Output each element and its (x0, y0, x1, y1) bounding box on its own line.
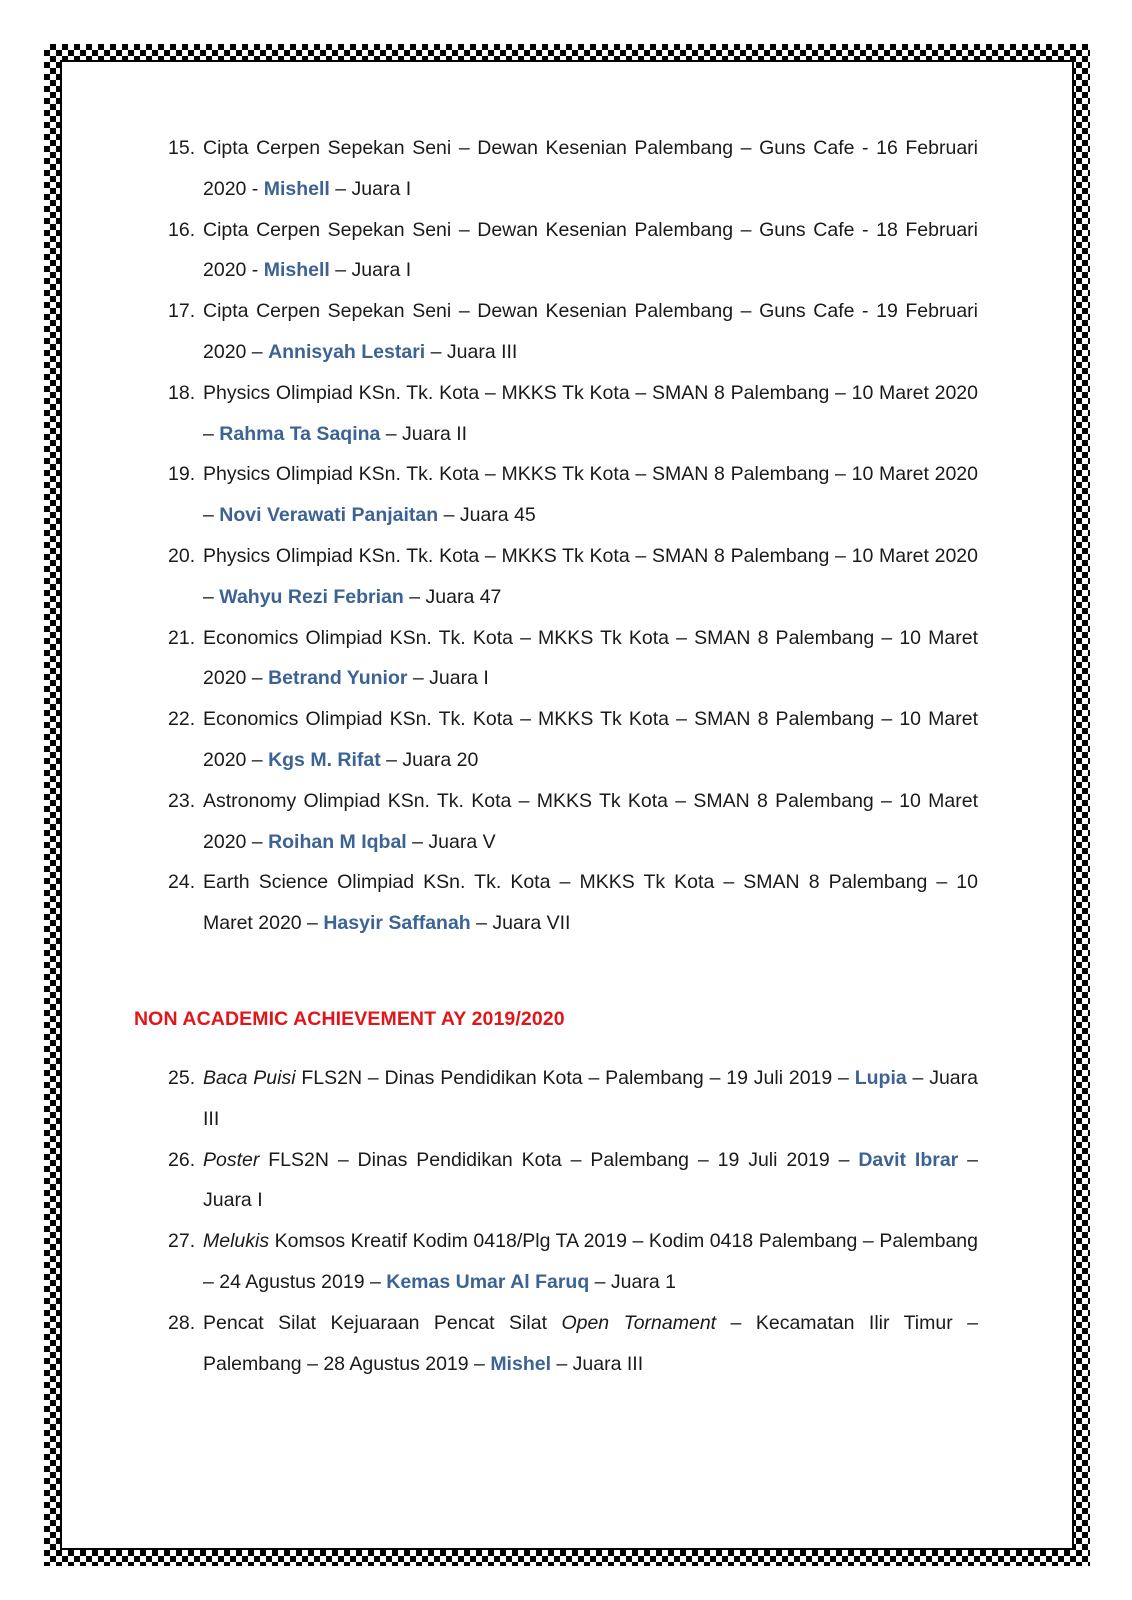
list-item (168, 618, 978, 700)
item-result: – Juara III (425, 340, 518, 363)
item-text: Cipta Cerpen Sepekan Seni – Dewan Kesenian Palembang – Guns Cafe - 16 Februari 2020 - (203, 137, 978, 200)
list-item (168, 210, 978, 292)
item-text: Komsos Kreatif Kodim 0418/Plg TA 2019 – Kodim 0418 Palembang – Palembang – 24 Agustus 2019 – (203, 1230, 978, 1293)
item-number: 24. (168, 871, 196, 894)
item-result: – Juara I (329, 259, 412, 282)
student-name: Mishel (490, 1352, 551, 1375)
item-number: 17. (168, 300, 196, 323)
item-result: – Juara I (329, 177, 412, 200)
item-result: – Juara 1 (589, 1270, 676, 1293)
item-text: Economics Olimpiad KSn. Tk. Kota – MKKS Tk Kota – SMAN 8 Palembang – 10 Maret 2020 – (203, 708, 978, 771)
item-number: 16. (168, 218, 196, 241)
student-name: Hasyir Saffanah (323, 912, 471, 935)
list-item (168, 1303, 978, 1385)
item-number: 19. (168, 463, 196, 486)
list-item (168, 1058, 978, 1140)
item-category: Melukis (203, 1230, 270, 1253)
item-number: 21. (168, 626, 196, 649)
student-name: Wahyu Rezi Febrian (219, 585, 404, 608)
item-text: Physics Olimpiad KSn. Tk. Kota – MKKS Tk Kota – SMAN 8 Palembang – 10 Maret 2020 – (203, 463, 978, 527)
item-result: – Juara II (380, 422, 468, 445)
item-result: – Juara V (406, 830, 496, 853)
item-number: 20. (168, 544, 196, 567)
item-text: FLS2N – Dinas Pendidikan Kota – Palembang – 19 Juli 2019 – (295, 1067, 855, 1089)
student-name: Kemas Umar Al Faruq (386, 1270, 590, 1293)
item-number: 25. (168, 1067, 196, 1089)
list-item (168, 1221, 978, 1303)
item-result: – Juara 45 (438, 504, 536, 527)
item-text: – Kecamatan Ilir Timur – Palembang – 28 Agustus 2019 – (203, 1311, 978, 1375)
item-category: Poster (203, 1148, 260, 1171)
student-name: Mishell (263, 177, 330, 200)
item-number: 22. (168, 708, 196, 731)
non-academic-heading: NON ACADEMIC ACHIEVEMENT AY 2019/2020 (134, 1008, 565, 1030)
item-text: Physics Olimpiad KSn. Tk. Kota – MKKS Tk Kota – SMAN 8 Palembang – 10 Maret 2020 – (203, 544, 978, 608)
item-text: Economics Olimpiad KSn. Tk. Kota – MKKS Tk Kota – SMAN 8 Palembang – 10 Maret 2020 – (203, 626, 978, 690)
item-number: 26. (168, 1148, 196, 1171)
list-item (168, 536, 978, 618)
academic-achievement-list (168, 128, 978, 944)
item-text: Earth Science Olimpiad KSn. Tk. Kota – MKKS Tk Kota – SMAN 8 Palembang – 10 Maret 2020 – (203, 871, 978, 935)
list-item (168, 862, 978, 944)
non-academic-achievement-list (168, 1058, 978, 1384)
item-number: 15. (168, 137, 196, 159)
item-text: Cipta Cerpen Sepekan Seni – Dewan Kesenian Palembang – Guns Cafe - 18 Februari 2020 - (203, 218, 978, 282)
item-category: Open Tornament (561, 1311, 717, 1334)
student-name: Kgs M. Rifat (268, 748, 381, 771)
list-item (168, 128, 978, 210)
student-name: Annisyah Lestari (268, 340, 426, 363)
list-item (168, 454, 978, 536)
list-item (168, 373, 978, 455)
item-number: 28. (168, 1311, 196, 1334)
student-name: Betrand Yunior (268, 667, 408, 690)
item-result: – Juara III (203, 1067, 978, 1130)
item-category: Baca Puisi (203, 1067, 296, 1089)
item-result: – Juara III (551, 1352, 644, 1375)
student-name: Lupia (854, 1067, 907, 1089)
list-item (168, 699, 978, 781)
list-item (168, 291, 978, 373)
student-name: Mishell (263, 259, 330, 282)
item-text: Astronomy Olimpiad KSn. Tk. Kota – MKKS Tk Kota – SMAN 8 Palembang – 10 Maret 2020 – (203, 789, 978, 853)
student-name: Davit Ibrar (858, 1148, 959, 1171)
list-item (168, 1140, 978, 1222)
item-result: – Juara 47 (403, 585, 502, 608)
item-text: FLS2N – Dinas Pendidikan Kota – Palembang – 19 Juli 2019 – (259, 1148, 859, 1171)
item-number: 18. (168, 381, 196, 404)
item-number: 27. (168, 1230, 196, 1253)
item-result: – Juara I (203, 1148, 978, 1212)
item-result: – Juara I (407, 667, 489, 690)
item-text-pre: Pencat Silat Kejuaraan Pencat Silat (203, 1311, 562, 1334)
item-number: 23. (168, 789, 196, 812)
item-text: Physics Olimpiad KSn. Tk. Kota – MKKS Tk Kota – SMAN 8 Palembang – 10 Maret 2020 – (203, 381, 978, 445)
list-item (168, 781, 978, 863)
student-name: Rahma Ta Saqina (219, 422, 381, 445)
student-name: Novi Verawati Panjaitan (219, 504, 439, 527)
item-result: – Juara 20 (380, 748, 479, 771)
item-result: – Juara VII (470, 912, 571, 935)
student-name: Roihan M Iqbal (268, 830, 407, 853)
item-text: Cipta Cerpen Sepekan Seni – Dewan Kesenian Palembang – Guns Cafe - 19 Februari 2020 – (203, 300, 978, 363)
